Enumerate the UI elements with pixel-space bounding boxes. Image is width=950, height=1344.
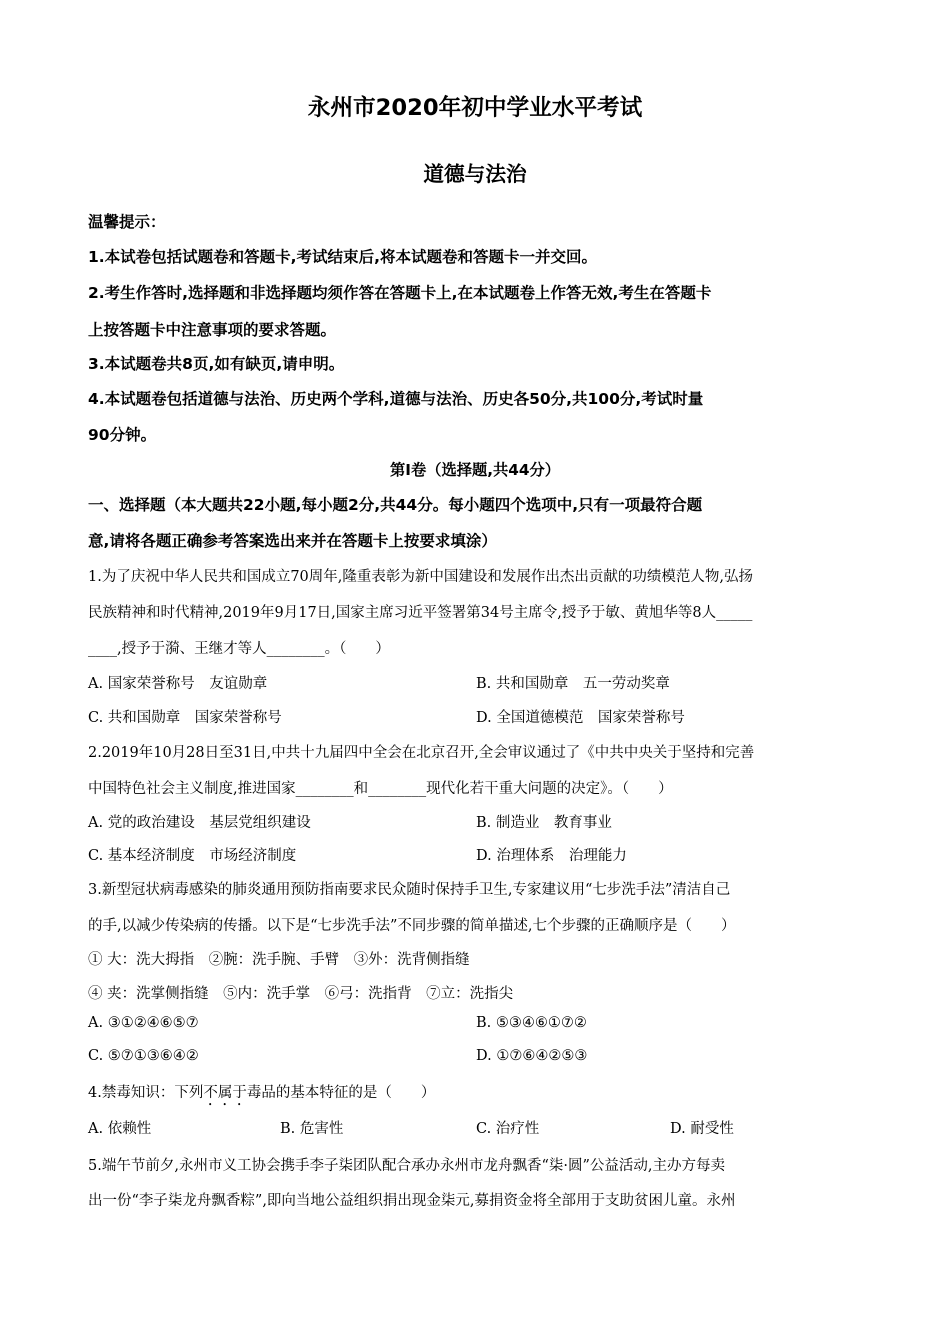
tips-label: 温馨提示： xyxy=(88,213,166,231)
question-3-line: 3.新型冠状病毒感染的肺炎通用预防指南要求民众随时保持手卫生,专家建议用“七步洗手法”清洁自己 xyxy=(88,882,731,898)
question-3-option-b: B. ⑤③④⑥①⑦② xyxy=(476,1015,587,1031)
question-2-option-c: C. 基本经济制度 市场经济制度 xyxy=(88,848,297,864)
section-instruction: 一、选择题（本大题共22小题,每小题2分,共44分。每小题四个选项中,只有一项最符合题 xyxy=(88,496,703,514)
volume-title: 第Ⅰ卷（选择题,共44分） xyxy=(390,461,560,479)
question-5-line: 出一份“李子柒龙舟飘香粽”,即向当地公益组织捐出现金柒元,募捐资金将全部用于支助贫困儿童。永州 xyxy=(88,1193,736,1209)
question-3-steps: ④ 夹：洗掌侧指缝 ⑤内：洗手掌 ⑥弓：洗指背 ⑦立：洗指尖 xyxy=(88,986,514,1002)
question-4-stem xyxy=(88,1081,435,1109)
section-instruction: 意,请将各题正确参考答案选出来并在答题卡上按要求填涂） xyxy=(88,532,497,550)
question-1-option-d: D. 全国道德模范 国家荣誉称号 xyxy=(476,710,685,726)
question-4-stem-end: 毒品的基本特征的是（ ） xyxy=(246,1085,436,1101)
tip-line: 90分钟。 xyxy=(88,426,157,444)
subject-title: 道德与法治 xyxy=(423,162,527,186)
question-2-option-b: B. 制造业 教育事业 xyxy=(476,815,612,831)
question-5-line: 5.端午节前夕,永州市义工协会携手李子柒团队配合承办永州市龙舟飘香“柒·圆”公益活动,主办方每卖 xyxy=(88,1158,725,1174)
question-3-steps: ① 大：洗大拇指 ②腕：洗手腕、手臂 ③外：洗背侧指缝 xyxy=(88,952,470,968)
exam-title: 永州市2020年初中学业水平考试 xyxy=(307,95,643,121)
question-3-line: 的手,以减少传染病的传播。以下是“七步洗手法”不同步骤的简单描述,七个步骤的正确顺序是（ ） xyxy=(88,918,736,934)
question-4-option-d: D. 耐受性 xyxy=(670,1121,734,1137)
question-2-line: 中国特色社会主义制度,推进国家________和________现代化若干重大问题的决定》。（ ） xyxy=(88,781,673,797)
question-2-option-d: D. 治理体系 治理能力 xyxy=(476,848,627,864)
question-3-option-c: C. ⑤⑦①③⑥④② xyxy=(88,1048,199,1064)
tip-line: 上按答题卡中注意事项的要求答题。 xyxy=(88,321,337,339)
question-4-option-a: A. 依赖性 xyxy=(88,1121,152,1137)
question-1-line: 民族精神和时代精神,2019年9月17日,国家主席习近平签署第34号主席令,授予于敏、黄旭华等8人_____ xyxy=(88,605,753,621)
tip-line: 4.本试题卷包括道德与法治、历史两个学科,道德与法治、历史各50分,共100分,考试时量 xyxy=(88,390,704,408)
question-4-option-c: C. 治疗性 xyxy=(476,1121,540,1137)
question-3-option-d: D. ①⑦⑥④②⑤③ xyxy=(476,1048,588,1064)
question-2-option-a: A. 党的政治建设 基层党组织建设 xyxy=(88,815,311,831)
question-4-emphasis: 不属于 xyxy=(203,1085,247,1101)
tip-line: 1.本试卷包括试题卷和答题卡,考试结束后,将本试题卷和答题卡一并交回。 xyxy=(88,248,597,266)
question-3-option-a: A. ③①②④⑥⑤⑦ xyxy=(88,1015,199,1031)
question-1-line: 1.为了庆祝中华人民共和国成立70周年,隆重表彰为新中国建设和发展作出杰出贡献的功绩模范人物,弘扬 xyxy=(88,569,753,585)
question-4-option-b: B. 危害性 xyxy=(280,1121,344,1137)
question-1-line: ____,授予于漪、王继才等人________。（ ） xyxy=(88,641,390,657)
question-1-option-a: A. 国家荣誉称号 友谊勋章 xyxy=(88,676,268,692)
tip-line: 2.考生作答时,选择题和非选择题均须作答在答题卡上,在本试题卷上作答无效,考生在答题卡 xyxy=(88,284,712,302)
question-4-stem-start: 4.禁毒知识：下列 xyxy=(88,1085,204,1101)
question-1-option-b: B. 共和国勋章 五一劳动奖章 xyxy=(476,676,670,692)
tip-line: 3.本试题卷共8页,如有缺页,请申明。 xyxy=(88,355,345,373)
question-1-option-c: C. 共和国勋章 国家荣誉称号 xyxy=(88,710,282,726)
question-2-line: 2.2019年10月28日至31日,中共十九届四中全会在北京召开,全会审议通过了《中共中央关于坚持和完善 xyxy=(88,745,755,761)
